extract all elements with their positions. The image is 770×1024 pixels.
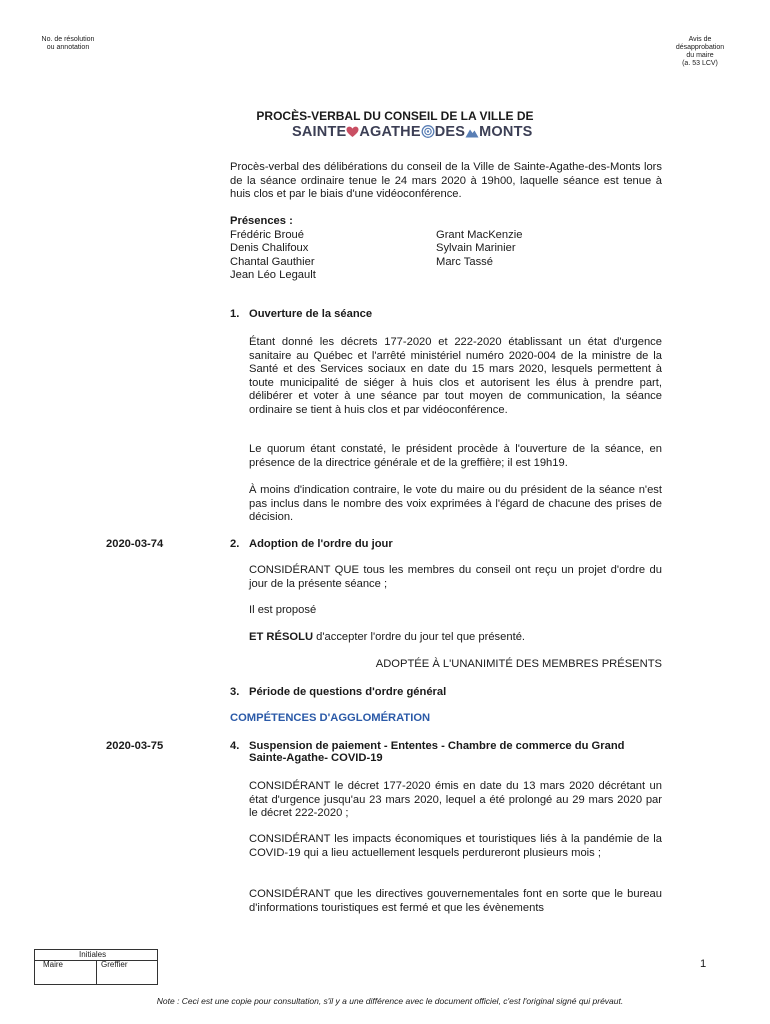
margin-label-line: Avis de [688, 36, 712, 43]
section-number: 4. [230, 740, 240, 752]
section-4-paragraph-1: CONSIDÉRANT le décret 177-2020 émis en date du 13 mars 2020 décrétant un état d'urgence jusqu'au 23 mars 2020, lequel a été prolongé au 29 mars 2020 par le décret 222-2020 ; [249, 780, 662, 819]
margin-label-line: ou annotation [46, 44, 90, 51]
presences-heading: Présences : [230, 215, 293, 227]
section-number: 3. [230, 686, 240, 698]
section-4-heading [230, 740, 670, 764]
agglomeration-heading: COMPÉTENCES D'AGGLOMÉRATION [230, 712, 431, 724]
section-2-resolution-text [249, 631, 662, 645]
intro-paragraph: Procès-verbal des délibérations du conseil de la Ville de Sainte-Agathe-des-Monts lors de la séance ordinaire tenue le 24 mars 2020 à 19h00, laquelle séance est tenue à huis clos et par le biais d'une vidéoconférence. [230, 161, 662, 200]
logo-text-monts: MONTS [479, 124, 533, 140]
section-1-paragraph-1: Étant donné les décrets 177-2020 et 222-2020 établissant un état d'urgence sanitaire au Québec et l'arrêté ministériel numéro 2020-004 de la ministre de la Santé et des Services sociaux en date du 15 mars 2020, lesquels permettent à toute municipalité de siéger à huis clos et autorisent les élus à prendre part, délibérer et voter à une séance par tout moyen de communication, la séance ordinaire se tient à huis clos et par vidéoconférence. [249, 336, 662, 416]
section-2-paragraph-1: CONSIDÉRANT QUE tous les membres du conseil ont reçu un projet d'ordre du jour de la présente séance ; [249, 564, 662, 590]
resolution-margin-label [32, 36, 104, 52]
sun-icon [421, 125, 435, 138]
section-1-paragraph-2: Le quorum étant constaté, le président procède à l'ouverture de la séance, en présence de la directrice générale et de la greffière; il est 19h19. [249, 443, 662, 469]
member-name: Chantal Gauthier [230, 255, 315, 268]
section-title: Ouverture de la séance [249, 308, 373, 320]
member-name: Sylvain Marinier [436, 242, 516, 254]
initials-label: Initiales [79, 950, 107, 959]
section-title: Suspension de paiement - Ententes - Chambre de commerce du Grand [249, 740, 625, 752]
resolved-text: d'accepter l'ordre du jour tel que présenté. [313, 631, 526, 643]
section-title-continued: Sainte-Agathe- COVID-19 [249, 752, 383, 764]
presences-column-1 [230, 229, 436, 283]
logo-text-des: DES [434, 124, 466, 140]
logo-text-agathe: AGATHE [359, 124, 421, 140]
resolved-label: ET RÉSOLU [249, 631, 314, 643]
greffier-label: Greffier [101, 960, 128, 969]
resolution-number: 2020-03-74 [106, 538, 164, 550]
member-name: Jean Léo Legault [230, 269, 316, 281]
section-title: Période de questions d'ordre général [249, 686, 447, 698]
page-number: 1 [700, 958, 707, 970]
margin-label-line: No. de résolution [41, 36, 95, 43]
mountain-icon [465, 126, 479, 138]
disapproval-margin-label [666, 36, 734, 68]
presences-column-2 [436, 229, 636, 270]
margin-label-line: (a. 53 LCV) [682, 60, 718, 67]
member-name: Grant MacKenzie [436, 228, 523, 241]
adoption-statement: ADOPTÉE À L'UNANIMITÉ DES MEMBRES PRÉSENTS [375, 658, 662, 670]
margin-label-line: désapprobation [675, 44, 725, 51]
section-title: Adoption de l'ordre du jour [249, 538, 393, 550]
initials-divider-vertical [96, 961, 97, 984]
heart-icon [346, 126, 359, 138]
member-name: Denis Chalifoux [230, 242, 309, 254]
initials-box [34, 949, 158, 985]
section-2-paragraph-2: Il est proposé [249, 604, 317, 616]
section-1-heading [230, 308, 372, 320]
maire-label: Maire [43, 960, 64, 969]
member-name: Marc Tassé [436, 255, 493, 268]
section-number: 2. [230, 538, 240, 550]
city-logo [292, 124, 533, 140]
section-1-paragraph-3: À moins d'indication contraire, le vote du maire ou du président de la séance n'est pas inclus dans le nombre des voix exprimées à l'égard de chacune des prises de décision. [249, 484, 662, 523]
member-name: Frédéric Broué [230, 228, 304, 241]
section-4-paragraph-2: CONSIDÉRANT les impacts économiques et touristiques liés à la pandémie de la COVID-19 qui a lieu actuellement lesquels perdureront plusieurs mois ; [249, 833, 662, 859]
section-4-paragraph-3: CONSIDÉRANT que les directives gouvernementales font en sorte que le bureau d'informations touristiques est fermé et que les évènements [249, 888, 662, 914]
presences-block [230, 215, 662, 283]
logo-text-sainte: SAINTE [292, 124, 347, 140]
section-3-heading [230, 686, 446, 698]
margin-label-line: du maire [686, 52, 714, 59]
document-title: PROCÈS-VERBAL DU CONSEIL DE LA VILLE DE [256, 109, 534, 123]
resolution-number: 2020-03-75 [106, 740, 164, 752]
section-number: 1. [230, 308, 240, 320]
footer-note: Note : Ceci est une copie pour consultation, s'il y a une différence avec le document officiel, c'est l'original signé qui prévaut. [156, 996, 624, 1006]
section-2-heading [230, 538, 393, 550]
